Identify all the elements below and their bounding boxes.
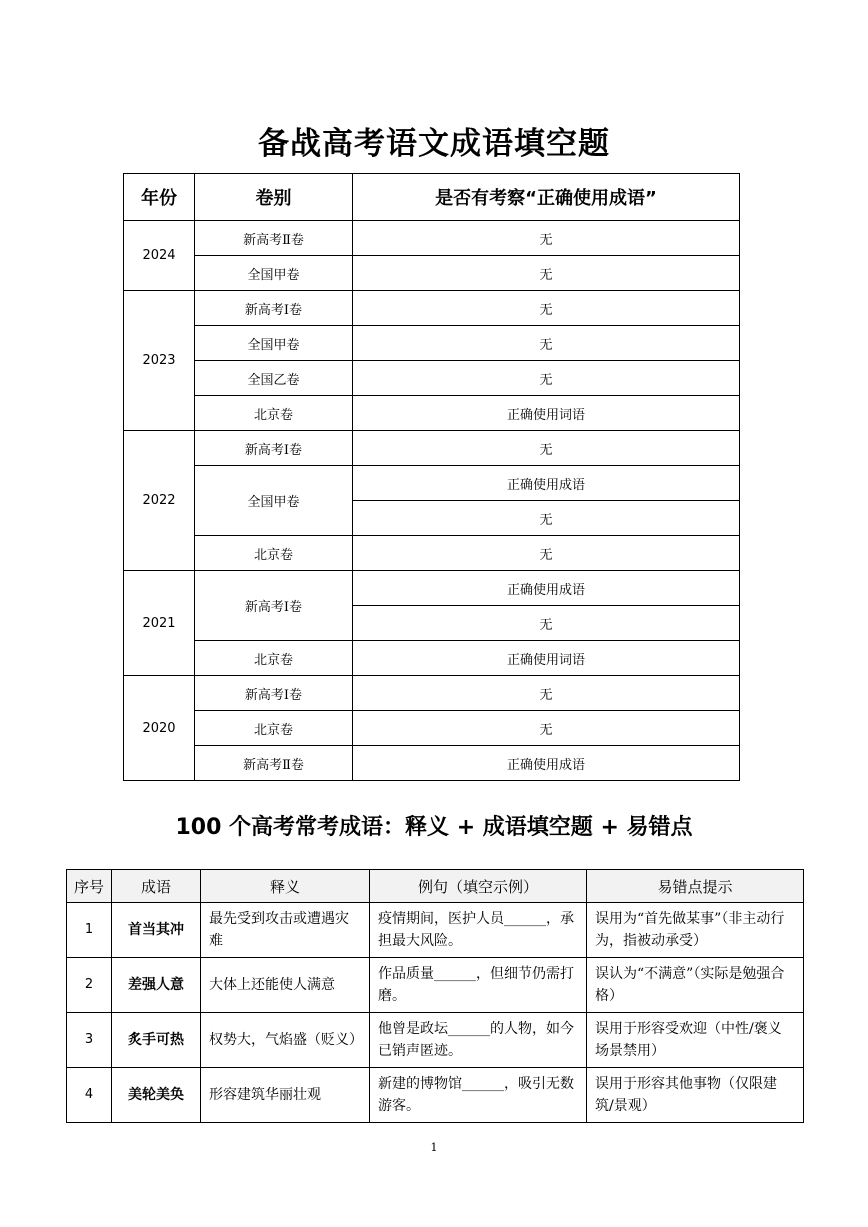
table-row	[124, 711, 740, 746]
table-row	[67, 903, 804, 958]
tip-cell: 误用为“首先做某事”（非主动行为，指被动承受）	[587, 903, 804, 958]
paper-cell: 新高考Ⅰ卷	[195, 676, 353, 711]
result-cell: 无	[353, 256, 740, 291]
column-header: 序号	[67, 870, 112, 903]
table-row	[124, 291, 740, 326]
tip-cell: 误用于形容其他事物（仅限建筑/景观）	[587, 1068, 804, 1123]
idiom-cell: 炙手可热	[112, 1013, 201, 1068]
example-cell: 他曾是政坛______的人物，如今已销声匿迹。	[370, 1013, 587, 1068]
year-cell: 2021	[124, 571, 195, 676]
example-cell: 新建的博物馆______，吸引无数游客。	[370, 1068, 587, 1123]
result-cell: 无	[353, 431, 740, 466]
table-row	[124, 221, 740, 256]
result-cell: 正确使用词语	[353, 396, 740, 431]
table-row	[67, 958, 804, 1013]
idiom-cell: 美轮美奂	[112, 1068, 201, 1123]
tip-cell: 误认为“不满意”（实际是勉强合格）	[587, 958, 804, 1013]
result-cell: 无	[353, 676, 740, 711]
result-cell: 正确使用成语	[353, 746, 740, 781]
column-header: 易错点提示	[587, 870, 804, 903]
table-header-row	[124, 174, 740, 221]
paper-cell: 北京卷	[195, 396, 353, 431]
meaning-cell: 权势大，气焰盛（贬义）	[201, 1013, 370, 1068]
paper-cell: 全国乙卷	[195, 361, 353, 396]
table-row	[124, 571, 740, 606]
table-row	[124, 466, 740, 501]
paper-cell: 全国甲卷	[195, 466, 353, 536]
idiom-cell: 差强人意	[112, 958, 201, 1013]
year-cell: 2023	[124, 291, 195, 431]
meaning-cell: 最先受到攻击或遭遇灾难	[201, 903, 370, 958]
result-cell: 无	[353, 291, 740, 326]
paper-cell: 新高考Ⅰ卷	[195, 431, 353, 466]
table-row	[124, 256, 740, 291]
column-header: 成语	[112, 870, 201, 903]
row-number: 3	[67, 1013, 112, 1068]
paper-cell: 全国甲卷	[195, 256, 353, 291]
idiom-cell: 首当其冲	[112, 903, 201, 958]
result-cell: 无	[353, 536, 740, 571]
table-row	[124, 746, 740, 781]
exam-history-table	[123, 173, 740, 781]
result-cell: 无	[353, 501, 740, 536]
year-cell: 2024	[124, 221, 195, 291]
result-cell: 无	[353, 221, 740, 256]
meaning-cell: 大体上还能使人满意	[201, 958, 370, 1013]
paper-cell: 新高考Ⅰ卷	[195, 291, 353, 326]
example-cell: 作品质量______，但细节仍需打磨。	[370, 958, 587, 1013]
row-number: 4	[67, 1068, 112, 1123]
result-cell: 正确使用词语	[353, 641, 740, 676]
paper-cell: 北京卷	[195, 641, 353, 676]
paper-cell: 新高考Ⅱ卷	[195, 746, 353, 781]
result-cell: 无	[353, 711, 740, 746]
table-row	[67, 1013, 804, 1068]
result-cell: 无	[353, 606, 740, 641]
example-cell: 疫情期间，医护人员______，承担最大风险。	[370, 903, 587, 958]
table-row	[124, 396, 740, 431]
column-header: 卷别	[195, 174, 353, 221]
result-cell: 无	[353, 361, 740, 396]
row-number: 1	[67, 903, 112, 958]
paper-cell: 新高考Ⅱ卷	[195, 221, 353, 256]
paper-cell: 北京卷	[195, 711, 353, 746]
result-cell: 无	[353, 326, 740, 361]
year-cell: 2020	[124, 676, 195, 781]
paper-cell: 全国甲卷	[195, 326, 353, 361]
column-header: 是否有考察“正确使用成语”	[353, 174, 740, 221]
result-cell: 正确使用成语	[353, 571, 740, 606]
document-title: 备战高考语文成语填空题	[258, 126, 610, 162]
page-number: 1	[430, 1141, 438, 1154]
table-row	[124, 536, 740, 571]
idiom-table	[66, 869, 804, 1123]
result-cell: 正确使用成语	[353, 466, 740, 501]
section-subtitle: 100 个高考常考成语：释义 + 成语填空题 + 易错点	[175, 815, 693, 840]
table-row	[67, 1068, 804, 1123]
table-row	[124, 641, 740, 676]
column-header: 年份	[124, 174, 195, 221]
column-header: 释义	[201, 870, 370, 903]
paper-cell: 北京卷	[195, 536, 353, 571]
tip-cell: 误用于形容受欢迎（中性/褒义场景禁用）	[587, 1013, 804, 1068]
table-header-row	[67, 870, 804, 903]
table-row	[124, 676, 740, 711]
meaning-cell: 形容建筑华丽壮观	[201, 1068, 370, 1123]
row-number: 2	[67, 958, 112, 1013]
table-row	[124, 326, 740, 361]
paper-cell: 新高考Ⅰ卷	[195, 571, 353, 641]
table-row	[124, 431, 740, 466]
table-row	[124, 361, 740, 396]
column-header: 例句（填空示例）	[370, 870, 587, 903]
year-cell: 2022	[124, 431, 195, 571]
